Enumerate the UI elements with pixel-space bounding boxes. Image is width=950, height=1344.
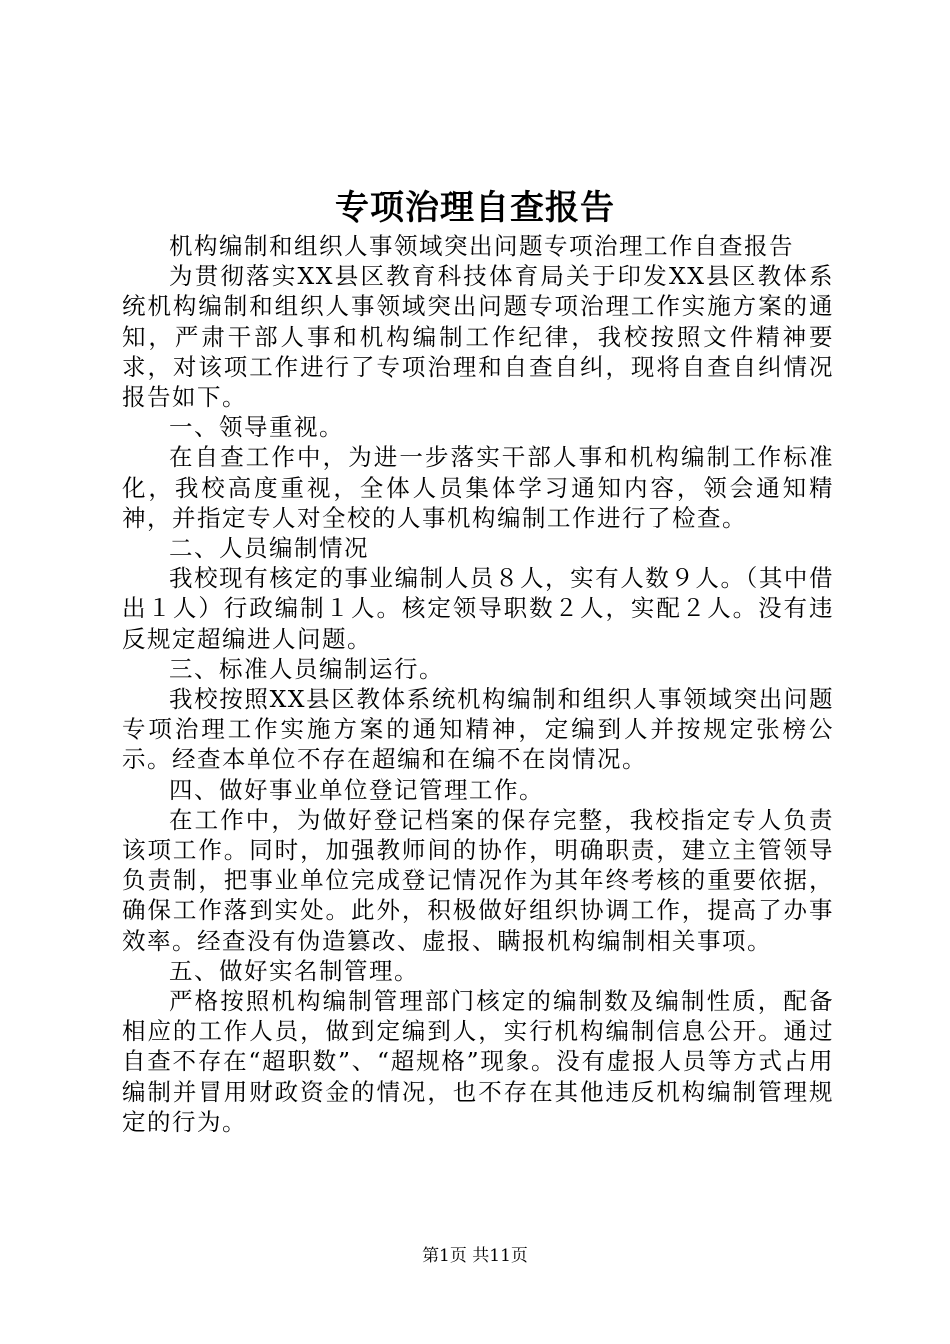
section-paragraph-4: 在工作中，为做好登记档案的保存完整，我校指定专人负责该项工作。同时，加强教师间的协作，明确职责，建立主管领导负责制，把事业单位完成登记情况作为其年终考核的重要依据，确保工作落到实处。此外，积极做好组织协调工作，提高了办事效率。经查没有伪造篡改、虚报、瞒报机构编制相关事项。 [122,805,834,955]
section-paragraph-3: 我校按照XX县区教体系统机构编制和组织人事领域突出问题专项治理工作实施方案的通知精神，定编到人并按规定张榜公示。经查本单位不存在超编和在编不在岗情况。 [122,685,834,774]
page-footer: 第1页 共11页 [422,1246,528,1266]
subtitle-paragraph: 机构编制和组织人事领域突出问题专项治理工作自查报告 [169,232,794,260]
intro-paragraph: 为贯彻落实XX县区教育科技体育局关于印发XX县区教体系统机构编制和组织人事领域突出问题专项治理工作实施方案的通知，严肃干部人事和机构编制工作纪律，我校按照文件精神要求，对该项工作进行了专项治理和自查自纠，现将自查自纠情况报告如下。 [122,262,834,412]
section-heading-4: 四、做好事业单位登记管理工作。 [169,775,544,804]
section-paragraph-5: 严格按照机构编制管理部门核定的编制数及编制性质，配备相应的工作人员，做到定编到人，实行机构编制信息公开。通过自查不存在“超职数”、“超规格”现象。没有虚报人员等方式占用编制并冒用财政资金的情况，也不存在其他违反机构编制管理规定的行为。 [122,987,834,1136]
section-paragraph-2: 我校现有核定的事业编制人员８人，实有人数９人。（其中借出１人）行政编制１人。核定领导职数２人，实配２人。没有违反规定超编进人问题。 [122,564,834,653]
document-body [122,231,834,1137]
section-heading-2: 二、人员编制情况 [169,534,369,563]
section-heading-1: 一、领导重视。 [169,413,344,442]
section-heading-5: 五、做好实名制管理。 [169,956,419,985]
section-heading-3: 三、标准人员编制运行。 [169,654,444,683]
document-title: 专项治理自查报告 [335,188,615,228]
section-paragraph-1: 在自查工作中，为进一步落实干部人事和机构编制工作标准化，我校高度重视，全体人员集体学习通知内容，领会通知精神，并指定专人对全校的人事机构编制工作进行了检查。 [122,443,834,532]
